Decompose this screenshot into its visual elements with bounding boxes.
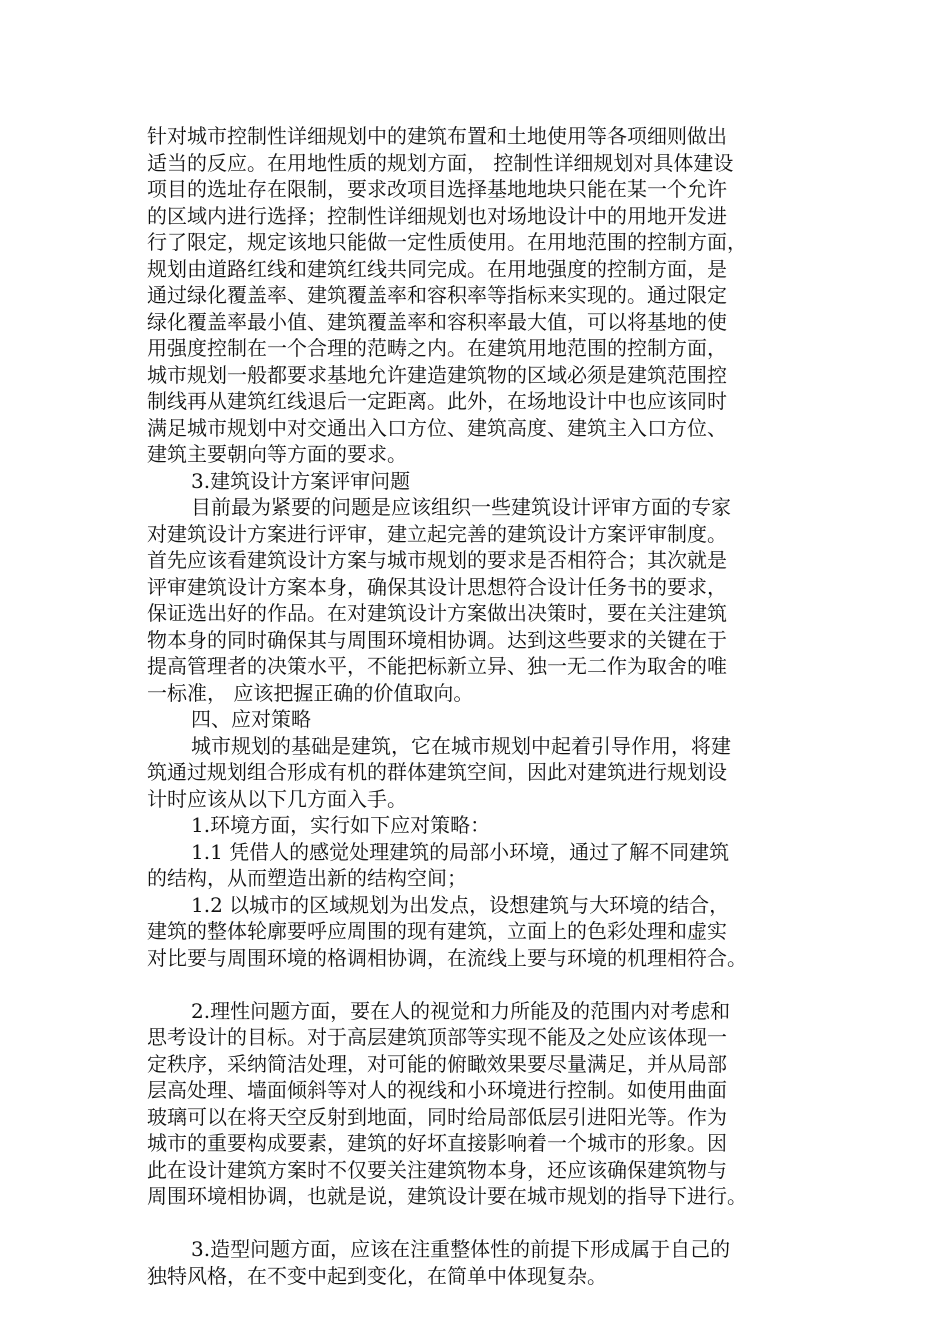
paragraph-strategies-intro — [147, 733, 807, 813]
text-line: 针对城市控制性详细规划中的建筑布置和土地使用等各项细则做出 — [147, 124, 727, 148]
list-item-1-2 — [147, 892, 807, 972]
text-line: 的结构，从而塑造出新的结构空间； — [147, 866, 467, 890]
text-line: 城市的重要构成要素，建筑的好坏直接影响着一个城市的形象。因 — [147, 1131, 727, 1155]
text-line: 提高管理者的决策水平，不能把标新立异、独一无二作为取舍的唯 — [147, 654, 727, 678]
text-line: 思考设计的目标。对于高层建筑顶部等实现不能及之处应该体现一 — [147, 1025, 727, 1049]
blank-line — [147, 1210, 807, 1237]
text-line: 绿化覆盖率最小值、建筑覆盖率和容积率最大值，可以将基地的使 — [147, 309, 727, 334]
text-line: 项目的选址存在限制，要求改项目选择基地地块只能在某一个允许 — [147, 177, 727, 201]
text-line: 1.2 以城市的区域规划为出发点，设想建筑与大环境的结合， — [191, 892, 730, 917]
text-line: 城市规划的基础是建筑，它在城市规划中起着引导作用，将建 — [191, 733, 731, 758]
text-line: 的区域内进行选择；控制性详细规划也对场地设计中的用地开发进 — [147, 203, 727, 228]
section-heading-design-review: 3.建筑设计方案评审问题 — [191, 468, 411, 493]
text-line: 2.理性问题方面，要在人的视觉和力所能及的范围内对考虑和 — [191, 998, 731, 1023]
text-line: 层高处理、墙面倾斜等对人的视线和小环境进行控制。如使用曲面 — [147, 1078, 727, 1102]
text-line: 满足城市规划中对交通出入口方位、建筑高度、建筑主入口方位、 — [147, 415, 727, 440]
paragraph-form-issues — [147, 1236, 807, 1289]
text-line: 保证选出好的作品。在对建筑设计方案做出决策时，要在关注建筑 — [147, 601, 727, 625]
text-line: 规划由道路红线和建筑红线共同完成。在用地强度的控制方面，是 — [147, 256, 727, 281]
list-item-1-1 — [147, 839, 807, 892]
text-line: 定秩序，采纳简洁处理，对可能的俯瞰效果要尽量满足，并从局部 — [147, 1051, 727, 1076]
text-line: 行了限定，规定该地只能做一定性质使用。在用地范围的控制方面， — [147, 230, 747, 254]
text-line: 玻璃可以在将天空反射到地面，同时给局部低层引进阳光等。作为 — [147, 1104, 727, 1129]
text-line: 周围环境相协调，也就是说，建筑设计要在城市规划的指导下进行。 — [147, 1184, 747, 1208]
blank-line — [147, 971, 807, 998]
text-line: 物本身的同时确保其与周围环境相协调。达到这些要求的关键在于 — [147, 627, 727, 652]
paragraph-rational-issues — [147, 998, 807, 1210]
text-line: 目前最为紧要的问题是应该组织一些建筑设计评审方面的专家 — [191, 495, 731, 519]
text-line: 通过绿化覆盖率、建筑覆盖率和容积率等指标来实现的。通过限定 — [147, 283, 727, 307]
text-line: 1.1 凭借人的感觉处理建筑的局部小环境，通过了解不同建筑 — [191, 839, 730, 864]
text-line: 对比要与周围环境的格调相协调，在流线上要与环境的机理相符合。 — [147, 945, 747, 970]
paragraph-design-review — [147, 494, 807, 706]
text-line: 用强度控制在一个合理的范畴之内。在建筑用地范围的控制方面， — [147, 336, 727, 360]
text-line: 建筑主要朝向等方面的要求。 — [147, 442, 407, 466]
text-line: 独特风格，在不变中起到变化，在简单中体现复杂。 — [147, 1263, 607, 1288]
list-item-environment: 1.环境方面，实行如下应对策略： — [191, 813, 491, 837]
paragraph-site-control — [147, 123, 807, 468]
text-line: 制线再从建筑红线退后一定距离。此外，在场地设计中也应该同时 — [147, 389, 727, 413]
text-line: 对建筑设计方案进行评审，建立起完善的建筑设计方案评审制度。 — [147, 521, 727, 546]
text-line: 评审建筑设计方案本身，确保其设计思想符合设计任务书的要求， — [147, 574, 727, 599]
section-heading-strategies: 四、应对策略 — [191, 707, 311, 731]
text-line: 一标准， 应该把握正确的价值取向。 — [147, 680, 474, 705]
text-line: 城市规划一般都要求基地允许建造建筑物的区域必须是建筑范围控 — [147, 362, 727, 387]
document-body — [147, 123, 807, 1289]
text-line: 筑通过规划组合形成有机的群体建筑空间，因此对建筑进行规划设 — [147, 760, 727, 784]
text-line: 计时应该从以下几方面入手。 — [147, 786, 407, 811]
text-line: 首先应该看建筑设计方案与城市规划的要求是否相符合；其次就是 — [147, 548, 727, 572]
text-line: 此在设计建筑方案时不仅要关注建筑物本身，还应该确保建筑物与 — [147, 1157, 727, 1182]
text-line: 建筑的整体轮廓要呼应周围的现有建筑，立面上的色彩处理和虚实 — [147, 919, 727, 943]
text-line: 3.造型问题方面，应该在注重整体性的前提下形成属于自己的 — [191, 1237, 731, 1261]
text-line: 适当的反应。在用地性质的规划方面， 控制性详细规划对具体建设 — [147, 150, 734, 175]
